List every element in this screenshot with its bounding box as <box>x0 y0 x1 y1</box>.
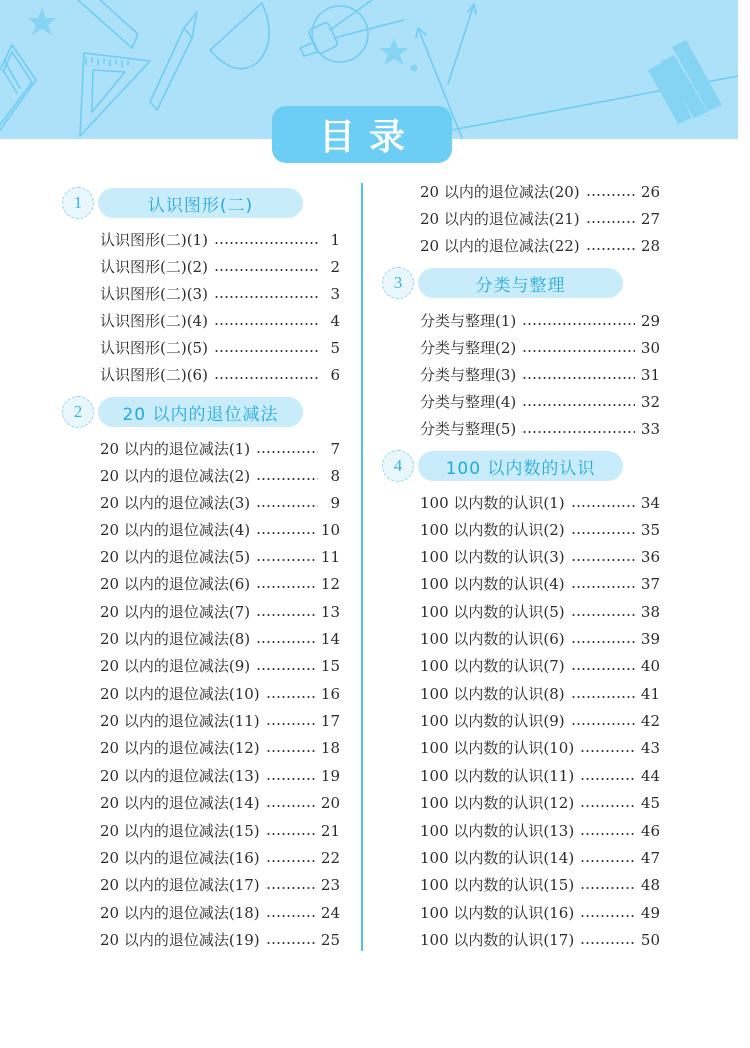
toc-item-label: 100 以内数的认识(11) <box>420 767 575 785</box>
section-title: 分类与整理 <box>418 268 623 298</box>
clipboard-icon <box>0 45 36 130</box>
toc-item-label: 分类与整理(1) <box>420 312 517 330</box>
toc-item[interactable] <box>420 571 660 597</box>
toc-item[interactable] <box>100 362 340 388</box>
toc-item[interactable] <box>420 681 660 707</box>
toc-item-label: 认识图形(二)(1) <box>100 231 208 249</box>
toc-item-label: 20 以内的退位减法(19) <box>100 931 260 949</box>
toc-item[interactable] <box>420 845 660 871</box>
toc-item[interactable] <box>100 254 340 280</box>
toc-item[interactable] <box>100 900 340 926</box>
toc-item-label: 认识图形(二)(6) <box>100 366 208 384</box>
toc-item-label: 20 以内的退位减法(18) <box>100 904 260 922</box>
toc-item-page: 29 <box>640 312 660 330</box>
section-number: 3 <box>382 267 414 299</box>
toc-item[interactable] <box>100 927 340 953</box>
leader-dots <box>571 505 635 507</box>
leader-dots <box>256 451 318 453</box>
section-number: 1 <box>62 187 94 219</box>
toc-item-label: 100 以内数的认识(7) <box>420 657 565 675</box>
toc-item-label: 100 以内数的认识(13) <box>420 822 575 840</box>
toc-item-page: 12 <box>320 575 340 593</box>
toc-item[interactable] <box>100 872 340 898</box>
toc-item[interactable] <box>420 708 660 734</box>
leader-dots <box>586 221 635 223</box>
toc-item-label: 20 以内的退位减法(6) <box>100 575 251 593</box>
leader-dots <box>571 696 635 698</box>
toc-item[interactable] <box>420 790 660 816</box>
leader-dots <box>266 696 315 698</box>
toc-item-label: 认识图形(二)(2) <box>100 258 208 276</box>
toc-item-page: 14 <box>320 630 340 648</box>
toc-item-page: 37 <box>640 575 660 593</box>
toc-item-page: 42 <box>640 712 660 730</box>
toc-item-label: 20 以内的退位减法(14) <box>100 794 260 812</box>
toc-item[interactable] <box>420 735 660 761</box>
toc-item[interactable] <box>100 653 340 679</box>
toc-item-page: 41 <box>640 685 660 703</box>
toc-item-label: 20 以内的退位减法(2) <box>100 467 251 485</box>
toc-item[interactable] <box>100 599 340 625</box>
toc-item[interactable] <box>100 763 340 789</box>
toc-item-label: 分类与整理(5) <box>420 420 517 438</box>
toc-item-page: 28 <box>640 237 660 255</box>
toc-item[interactable] <box>420 335 660 361</box>
toc-item[interactable] <box>100 735 340 761</box>
ruler-icon <box>78 0 138 48</box>
toc-item-page: 21 <box>320 822 340 840</box>
toc-item[interactable] <box>420 763 660 789</box>
toc-item-label: 100 以内数的认识(3) <box>420 548 565 566</box>
toc-item-label: 20 以内的退位减法(15) <box>100 822 260 840</box>
leader-dots <box>214 350 318 352</box>
toc-item-label: 100 以内数的认识(17) <box>420 931 575 949</box>
toc-item-label: 20 以内的退位减法(5) <box>100 548 251 566</box>
toc-item[interactable] <box>100 517 340 543</box>
toc-item[interactable] <box>100 463 340 489</box>
leader-dots <box>214 242 318 244</box>
toc-item-label: 20 以内的退位减法(7) <box>100 603 251 621</box>
toc-item-page: 4 <box>330 312 340 330</box>
toc-item[interactable] <box>420 818 660 844</box>
toc-item-page: 16 <box>320 685 340 703</box>
toc-item-page: 5 <box>330 339 340 357</box>
toc-item-label: 100 以内数的认识(5) <box>420 603 565 621</box>
leader-dots <box>214 377 318 379</box>
leader-dots <box>214 296 318 298</box>
toc-item[interactable] <box>420 179 660 205</box>
leader-dots <box>256 478 318 480</box>
leader-dots <box>580 942 635 944</box>
toc-item-label: 100 以内数的认识(4) <box>420 575 565 593</box>
leader-dots <box>256 532 315 534</box>
leader-dots <box>256 586 315 588</box>
toc-item-page: 38 <box>640 603 660 621</box>
toc-item-page: 10 <box>320 521 340 539</box>
toc-item-label: 100 以内数的认识(8) <box>420 685 565 703</box>
toc-item-page: 6 <box>330 366 340 384</box>
toc-item-label: 100 以内数的认识(9) <box>420 712 565 730</box>
toc-item-label: 20 以内的退位减法(22) <box>420 237 580 255</box>
toc-item[interactable] <box>100 335 340 361</box>
toc-item-page: 32 <box>640 393 660 411</box>
toc-item-label: 20 以内的退位减法(13) <box>100 767 260 785</box>
toc-item-page: 36 <box>640 548 660 566</box>
section-header-2[interactable] <box>62 396 307 428</box>
toc-item-label: 20 以内的退位减法(11) <box>100 712 260 730</box>
toc-item-label: 认识图形(二)(4) <box>100 312 208 330</box>
toc-item-page: 46 <box>640 822 660 840</box>
leader-dots <box>522 404 635 406</box>
leader-dots <box>586 248 635 250</box>
toc-item-label: 100 以内数的认识(14) <box>420 849 575 867</box>
section-header-3[interactable] <box>382 267 627 299</box>
toc-item[interactable] <box>100 790 340 816</box>
toc-item-page: 49 <box>640 904 660 922</box>
toc-item-page: 45 <box>640 794 660 812</box>
toc-item[interactable] <box>420 233 660 259</box>
toc-item[interactable] <box>100 544 340 570</box>
leader-dots <box>256 614 315 616</box>
toc-item-label: 20 以内的退位减法(3) <box>100 494 251 512</box>
toc-item[interactable] <box>420 206 660 232</box>
protractor-icon <box>210 3 269 69</box>
toc-item[interactable] <box>100 681 340 707</box>
toc-item[interactable] <box>420 416 660 442</box>
toc-item-page: 9 <box>330 494 340 512</box>
toc-item-page: 8 <box>330 467 340 485</box>
toc-item-label: 100 以内数的认识(12) <box>420 794 575 812</box>
leader-dots <box>256 668 315 670</box>
toc-item-page: 11 <box>320 548 340 566</box>
toc-item[interactable] <box>100 281 340 307</box>
page-title: 目录 <box>272 106 452 163</box>
toc-item[interactable] <box>100 436 340 462</box>
leader-dots <box>580 915 635 917</box>
toc-item-page: 43 <box>640 739 660 757</box>
leader-dots <box>571 641 635 643</box>
leader-dots <box>580 887 635 889</box>
toc-item-page: 17 <box>320 712 340 730</box>
toc-item[interactable] <box>420 900 660 926</box>
toc-item-label: 100 以内数的认识(10) <box>420 739 575 757</box>
toc-item-page: 19 <box>320 767 340 785</box>
leader-dots <box>580 833 635 835</box>
toc-item-page: 44 <box>640 767 660 785</box>
leader-dots <box>214 323 318 325</box>
toc-item-label: 100 以内数的认识(2) <box>420 521 565 539</box>
toc-item-label: 100 以内数的认识(1) <box>420 494 565 512</box>
toc-item[interactable] <box>420 599 660 625</box>
toc-item-label: 分类与整理(3) <box>420 366 517 384</box>
leader-dots <box>571 668 635 670</box>
star-icon <box>28 8 56 35</box>
toc-item-page: 39 <box>640 630 660 648</box>
leader-dots <box>522 431 635 433</box>
leader-dots <box>266 915 315 917</box>
leader-dots <box>571 559 635 561</box>
toc-item-label: 20 以内的退位减法(17) <box>100 876 260 894</box>
toc-item-label: 100 以内数的认识(15) <box>420 876 575 894</box>
section-number: 2 <box>62 396 94 428</box>
toc-item-page: 24 <box>320 904 340 922</box>
toc-item[interactable] <box>420 389 660 415</box>
toc-item[interactable] <box>420 517 660 543</box>
leader-dots <box>266 778 315 780</box>
leader-dots <box>580 750 635 752</box>
toc-item-page: 20 <box>320 794 340 812</box>
leader-dots <box>522 323 635 325</box>
leader-dots <box>580 805 635 807</box>
toc-item[interactable] <box>420 362 660 388</box>
toc-item[interactable] <box>100 708 340 734</box>
toc-item-page: 40 <box>640 657 660 675</box>
leader-dots <box>586 194 635 196</box>
toc-item-page: 34 <box>640 494 660 512</box>
toc-item[interactable] <box>100 818 340 844</box>
leader-dots <box>571 723 635 725</box>
toc-item[interactable] <box>100 845 340 871</box>
toc-item-page: 48 <box>640 876 660 894</box>
toc-item-page: 26 <box>640 183 660 201</box>
toc-item-page: 13 <box>320 603 340 621</box>
toc-item-page: 23 <box>320 876 340 894</box>
toc-item-page: 31 <box>640 366 660 384</box>
leader-dots <box>256 641 315 643</box>
toc-item-page: 2 <box>330 258 340 276</box>
leader-dots <box>266 942 315 944</box>
toc-item[interactable] <box>420 490 660 516</box>
toc-item-page: 15 <box>320 657 340 675</box>
leader-dots <box>266 723 315 725</box>
toc-item-label: 20 以内的退位减法(1) <box>100 440 251 458</box>
toc-item[interactable] <box>100 227 340 253</box>
toc-item-label: 分类与整理(4) <box>420 393 517 411</box>
toc-item[interactable] <box>420 544 660 570</box>
toc-item-page: 7 <box>330 440 340 458</box>
leader-dots <box>266 750 315 752</box>
leader-dots <box>571 532 635 534</box>
toc-item-page: 33 <box>640 420 660 438</box>
toc-item-label: 分类与整理(2) <box>420 339 517 357</box>
column-divider <box>361 183 363 951</box>
toc-item-page: 1 <box>330 231 340 249</box>
toc-item-label: 20 以内的退位减法(21) <box>420 210 580 228</box>
toc-item-page: 50 <box>640 931 660 949</box>
toc-item-label: 20 以内的退位减法(12) <box>100 739 260 757</box>
leader-dots <box>571 586 635 588</box>
toc-item-page: 35 <box>640 521 660 539</box>
toc-item[interactable] <box>420 308 660 334</box>
leader-dots <box>266 805 315 807</box>
set-square-icon <box>80 53 150 136</box>
leader-dots <box>214 269 318 271</box>
section-title: 认识图形(二) <box>98 188 303 218</box>
toc-item-page: 3 <box>330 285 340 303</box>
leader-dots <box>580 778 635 780</box>
toc-item[interactable] <box>420 626 660 652</box>
toc-item-label: 认识图形(二)(3) <box>100 285 208 303</box>
pencil-icon <box>150 12 197 110</box>
toc-item-label: 20 以内的退位减法(4) <box>100 521 251 539</box>
toc-item-label: 20 以内的退位减法(8) <box>100 630 251 648</box>
toc-item[interactable] <box>420 927 660 953</box>
toc-item-label: 20 以内的退位减法(16) <box>100 849 260 867</box>
section-number: 4 <box>382 450 414 482</box>
toc-item[interactable] <box>100 308 340 334</box>
leader-dots <box>266 833 315 835</box>
toc-item-label: 20 以内的退位减法(10) <box>100 685 260 703</box>
toc-item-page: 30 <box>640 339 660 357</box>
toc-item[interactable] <box>100 490 340 516</box>
leader-dots <box>266 860 315 862</box>
toc-item-page: 47 <box>640 849 660 867</box>
leader-dots <box>256 505 318 507</box>
leader-dots <box>580 860 635 862</box>
toc-item[interactable] <box>100 571 340 597</box>
toc-item[interactable] <box>420 872 660 898</box>
section-title: 20 以内的退位减法 <box>98 397 303 427</box>
leader-dots <box>256 559 315 561</box>
toc-item-page: 27 <box>640 210 660 228</box>
leader-dots <box>522 377 635 379</box>
section-header-4[interactable] <box>382 450 627 482</box>
toc-item-label: 20 以内的退位减法(9) <box>100 657 251 675</box>
toc-item-label: 20 以内的退位减法(20) <box>420 183 580 201</box>
toc-item-label: 认识图形(二)(5) <box>100 339 208 357</box>
toc-item-label: 100 以内数的认识(16) <box>420 904 575 922</box>
toc-item-page: 25 <box>320 931 340 949</box>
toc-item-page: 22 <box>320 849 340 867</box>
toc-item-page: 18 <box>320 739 340 757</box>
leader-dots <box>571 614 635 616</box>
leader-dots <box>522 350 635 352</box>
leader-dots <box>266 887 315 889</box>
section-title: 100 以内数的认识 <box>418 451 623 481</box>
section-header-1[interactable] <box>62 187 307 219</box>
toc-item[interactable] <box>100 626 340 652</box>
toc-item[interactable] <box>420 653 660 679</box>
star-icon <box>380 38 408 65</box>
toc-item-label: 100 以内数的认识(6) <box>420 630 565 648</box>
